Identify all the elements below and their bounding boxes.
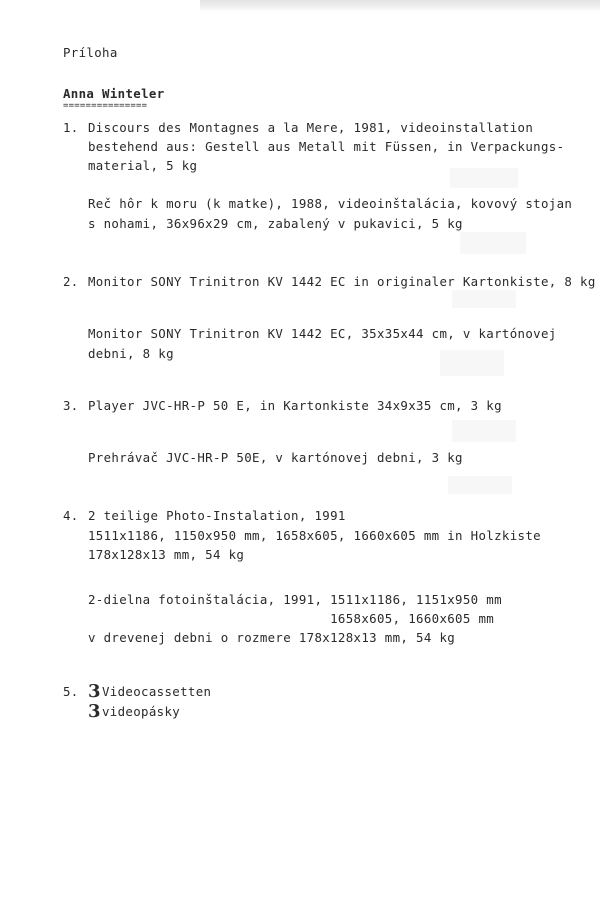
item-number: 1. [63,120,79,135]
item-text-sk: Monitor SONY Trinitron KV 1442 EC, 35x35x44 cm, v kartónovej [88,326,557,341]
scan-shadow [200,0,600,12]
item-text-de: 1511x1186, 1150x950 mm, 1658x605, 1660x605 mm in Holzkiste [88,528,541,543]
scan-artifact [450,168,518,188]
item-text-de: 178x128x13 mm, 54 kg [88,547,245,562]
item-number: 3. [63,398,79,413]
author-underline: =============== [63,101,148,111]
item-number: 5. [63,684,79,699]
scan-artifact [460,232,526,254]
scan-artifact [452,290,516,308]
item-text-de: Videocassetten [102,684,212,699]
item-text-sk: Reč hôr k moru (k matke), 1988, videoinštalácia, kovový stojan [88,196,573,211]
item-text-sk: s nohami, 36x96x29 cm, zabalený v pukavici, 5 kg [88,216,463,231]
scan-artifact [452,420,516,442]
item-number: 4. [63,508,79,523]
item-text-sk: v drevenej debni o rozmere 178x128x13 mm, 54 kg [88,630,456,645]
author-name: Anna Winteler [63,86,165,101]
item-text-sk: videopásky [102,704,181,719]
item-text-sk: 1658x605, 1660x605 mm [88,611,495,626]
handwritten-count: 3 [88,701,101,722]
item-text-de: Discours des Montagnes a la Mere, 1981, videoinstallation [88,120,534,135]
item-text-de: Player JVC-HR-P 50 E, in Kartonkiste 34x9x35 cm, 3 kg [88,398,502,413]
scan-artifact [440,350,504,376]
item-text-sk: Prehrávač JVC-HR-P 50E, v kartónovej debni, 3 kg [88,450,463,465]
handwritten-count: 3 [88,681,101,702]
scan-artifact [448,476,512,494]
item-text-de: bestehend aus: Gestell aus Metall mit Füssen, in Verpackungs- [88,139,565,154]
item-text-de: 2 teilige Photo-Instalation, 1991 [88,508,346,523]
item-text-sk: 2-dielna fotoinštalácia, 1991, 1511x1186, 1151x950 mm [88,592,502,607]
item-text-de: material, 5 kg [88,158,198,173]
item-text-sk: debni, 8 kg [88,346,174,361]
item-text-de: Monitor SONY Trinitron KV 1442 EC in originaler Kartonkiste, 8 kg [88,274,596,289]
item-number: 2. [63,274,79,289]
page-heading: Príloha [63,45,118,60]
